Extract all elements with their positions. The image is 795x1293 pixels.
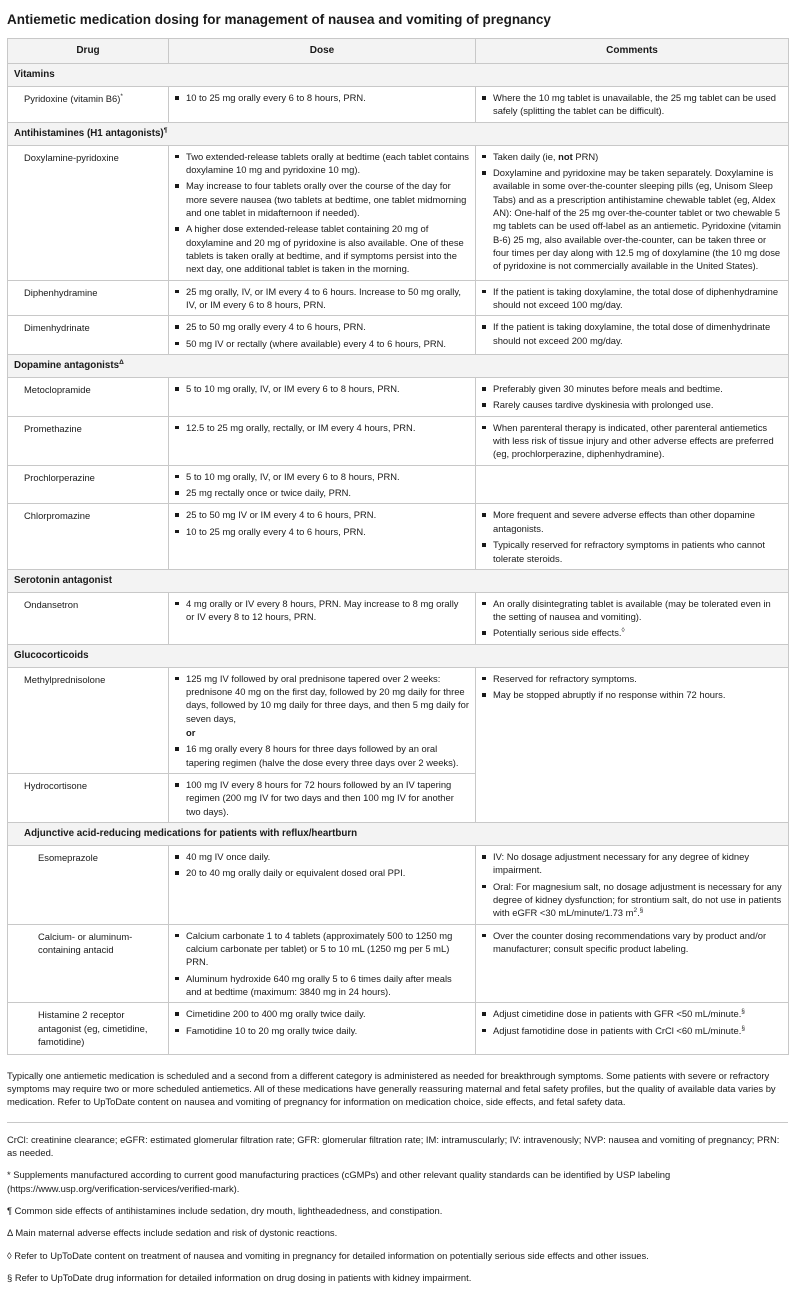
footnote-mark: Δ bbox=[119, 359, 124, 367]
list-item: Preferably given 30 minutes before meals and bedtime. bbox=[480, 382, 782, 395]
table-row bbox=[8, 316, 789, 355]
section-glucocorticoids: Glucocorticoids bbox=[8, 644, 789, 667]
summary-note: Typically one antiemetic medication is scheduled and a second from a different category is administered as needed for breakthrough symptoms. Some patients with severe or refractory symptoms may require two or more scheduled antiemetics. All of these medications have generally reassuring maternal and fetal safety profiles, but the quality of available data varies by medication. Refer to UpToDate content on nausea and vomiting of pregnancy for information on medication choice, side effects, and fetal safety data. bbox=[7, 1069, 776, 1108]
table-row bbox=[8, 924, 789, 1003]
bullet-icon bbox=[175, 475, 179, 479]
comments-cell bbox=[476, 416, 789, 465]
footnote-mark: § bbox=[741, 1008, 745, 1016]
table-header-row bbox=[8, 39, 789, 64]
bullet-icon bbox=[175, 855, 179, 859]
list-item: Rarely causes tardive dyskinesia with prolonged use. bbox=[480, 398, 782, 411]
bullet-icon bbox=[175, 934, 179, 938]
bullet-icon bbox=[175, 1029, 179, 1033]
comments-cell bbox=[476, 316, 789, 355]
bullet-icon bbox=[482, 155, 486, 159]
list-item: Oral: For magnesium salt, no dosage adjustment is necessary for any degree of kidney dysfunction; for strontium salt, do not use in patients with eGFR <30 mL/minute/1.73 $m^2.^\S$ bbox=[480, 880, 782, 920]
bullet-icon bbox=[482, 1029, 486, 1033]
drug-name: Esomeprazole bbox=[8, 846, 169, 925]
bullet-icon bbox=[175, 1012, 179, 1016]
drug-name: Methylprednisolone bbox=[8, 667, 169, 773]
drug-name: Chlorpromazine bbox=[8, 504, 169, 569]
dose-cell bbox=[169, 316, 476, 355]
bullet-icon bbox=[482, 325, 486, 329]
bullet-icon bbox=[482, 631, 486, 635]
section-antihistamines: Antihistamines (H1 antagonists)¶ bbox=[8, 122, 789, 145]
bullet-icon bbox=[482, 855, 486, 859]
table-row bbox=[8, 592, 789, 644]
list-item: When parenteral therapy is indicated, other parenteral antiemetics with less risk of tissue injury and other adverse effects are preferred (eg, prochlorperazine, diphenhydramine). bbox=[480, 421, 782, 461]
list-item: Where the 10 mg tablet is unavailable, the 25 mg tablet can be used safely (splitting the tablet can be difficult). bbox=[480, 91, 782, 118]
dose-cell bbox=[169, 592, 476, 644]
bullet-icon bbox=[175, 747, 179, 751]
list-item: Aluminum hydroxide 640 mg orally 5 to 6 times daily after meals and at bedtime (maximum: 3840 mg in 24 hours). bbox=[173, 972, 469, 999]
dose-cell bbox=[169, 924, 476, 1003]
comments-cell bbox=[476, 145, 789, 280]
comments-cell bbox=[476, 592, 789, 644]
list-item: 25 mg orally, IV, or IM every 4 to 6 hours. Increase to 50 mg orally, IV, or IM every 6 to 8 hours, PRN. bbox=[173, 285, 469, 312]
list-item: A higher dose extended-release tablet containing 20 mg of doxylamine and 20 mg of pyridoxine is also available. One of these tablets is taken orally at bedtime, and if symptoms persist into the next day, one additional tablet is taken in the morning. bbox=[173, 222, 469, 275]
dose-cell bbox=[169, 416, 476, 465]
list-item: 10 to 25 mg orally every 4 to 6 hours, PRN. bbox=[173, 525, 469, 538]
bullet-icon bbox=[482, 885, 486, 889]
list-item: Adjust famotidine dose in patients with CrCl <60 mL/minute.§ bbox=[480, 1024, 782, 1037]
bullet-icon bbox=[175, 290, 179, 294]
list-item: 20 to 40 mg orally daily or equivalent dosed oral PPI. bbox=[173, 866, 469, 879]
list-item: 16 mg orally every 8 hours for three days followed by an oral tapering regimen (halve the dose every three days over 2 weeks). bbox=[173, 742, 469, 769]
bullet-icon bbox=[482, 290, 486, 294]
section-row bbox=[8, 569, 789, 592]
list-item: If the patient is taking doxylamine, the total dose of dimenhydrinate should not exceed 200 mg/day. bbox=[480, 320, 782, 347]
list-item: Doxylamine and pyridoxine may be taken separately. Doxylamine is available in some over-the-counter sleeping pills (eg, Unisom Sleep Tabs) and as a prescription antihistamine chewable tablet (eg, Aldex AN): One-half of the 25 mg over-the-counter tablet or two chewable 5 mg tablets can be used off-label as an antiemetic. Pyridoxine (vitamin B-6) 25 mg, also available over-the-counter, can be taken three or four times per day along with 12.5 mg of doxylamine (the 10 mg dose of pyridoxine is not commercially available in the United States). bbox=[480, 166, 782, 273]
list-item: Calcium carbonate 1 to 4 tablets (approximately 500 to 1250 mg calcium carbonate per tablet) or 5 to 10 mL (1250 mg per 5 mL) PRN. bbox=[173, 929, 469, 969]
footnote-para: ¶ Common side effects of antihistamines include sedation, dry mouth, lightheadedness, and constipation. bbox=[7, 1204, 443, 1216]
footnote-delta: Δ Main maternal adverse effects include sedation and risk of dystonic reactions. bbox=[7, 1227, 338, 1239]
drug-name: Histamine 2 receptor antagonist (eg, cimetidine, famotidine) bbox=[8, 1003, 169, 1054]
footnote-section: § Refer to UpToDate drug information for detailed information on drug dosing in patients with kidney impairment. bbox=[7, 1271, 472, 1283]
table-row bbox=[8, 145, 789, 280]
comments-cell bbox=[476, 465, 789, 504]
list-item: 5 to 10 mg orally, IV, or IM every 6 to 8 hours, PRN. bbox=[173, 470, 469, 483]
bullet-icon bbox=[482, 677, 486, 681]
bullet-icon bbox=[482, 171, 486, 175]
list-item: Famotidine 10 to 20 mg orally twice daily. bbox=[173, 1024, 469, 1037]
list-item: 12.5 to 25 mg orally, rectally, or IM every 4 hours, PRN. bbox=[173, 421, 469, 434]
list-item: 25 mg rectally once or twice daily, PRN. bbox=[173, 486, 469, 499]
list-item: Potentially serious side effects.◊ bbox=[480, 626, 782, 639]
table-row bbox=[8, 504, 789, 569]
comments-cell bbox=[476, 667, 789, 822]
list-item: An orally disintegrating tablet is available (may be tolerated even in the setting of nausea and vomiting). bbox=[480, 597, 782, 624]
list-item: Taken daily (ie, not PRN) bbox=[480, 150, 782, 163]
drug-name: Promethazine bbox=[8, 416, 169, 465]
dose-cell bbox=[169, 504, 476, 569]
section-vitamins: Vitamins bbox=[8, 64, 789, 87]
comments-cell bbox=[476, 1003, 789, 1054]
list-item: Typically reserved for refractory symptoms in patients who cannot tolerate steroids. bbox=[480, 538, 782, 565]
table-row bbox=[8, 87, 789, 123]
drug-name-cell bbox=[8, 87, 169, 123]
section-row bbox=[8, 644, 789, 667]
header-comments: Comments bbox=[476, 39, 789, 64]
bullet-icon bbox=[175, 677, 179, 681]
table-row bbox=[8, 416, 789, 465]
footnote-diamond: ◊ Refer to UpToDate content on treatment of nausea and vomiting in pregnancy for detailed information on potentially serious side effects and other issues. bbox=[7, 1249, 649, 1261]
footnote-mark: § bbox=[639, 907, 644, 915]
dose-cell bbox=[169, 378, 476, 417]
dose-cell bbox=[169, 145, 476, 280]
dose-cell bbox=[169, 774, 476, 823]
bullet-icon bbox=[482, 543, 486, 547]
drug-name: Diphenhydramine bbox=[8, 280, 169, 316]
bullet-icon bbox=[482, 96, 486, 100]
list-item: May be stopped abruptly if no response within 72 hours. bbox=[480, 688, 782, 701]
header-drug: Drug bbox=[8, 39, 169, 64]
dose-cell bbox=[169, 1003, 476, 1054]
list-item: 10 to 25 mg orally every 6 to 8 hours, PRN. bbox=[173, 91, 469, 104]
dose-cell bbox=[169, 846, 476, 925]
comments-cell bbox=[476, 846, 789, 925]
bullet-icon bbox=[482, 693, 486, 697]
drug-name: Doxylamine-pyridoxine bbox=[8, 145, 169, 280]
header-dose: Dose bbox=[169, 39, 476, 64]
page-title: Antiemetic medication dosing for management of nausea and vomiting of pregnancy bbox=[7, 12, 551, 27]
bullet-icon bbox=[482, 934, 486, 938]
list-item: Cimetidine 200 to 400 mg orally twice daily. bbox=[173, 1007, 469, 1020]
list-item: 50 mg IV or rectally (where available) every 4 to 6 hours, PRN. bbox=[173, 337, 469, 350]
dosing-table bbox=[7, 38, 789, 1055]
list-item: More frequent and severe adverse effects than other dopamine antagonists. bbox=[480, 508, 782, 535]
footnote-mark: ◊ bbox=[621, 627, 625, 635]
list-item: Reserved for refractory symptoms. bbox=[480, 672, 782, 685]
table-row bbox=[8, 378, 789, 417]
bullet-icon bbox=[482, 602, 486, 606]
bullet-icon bbox=[175, 325, 179, 329]
drug-name: Metoclopramide bbox=[8, 378, 169, 417]
bullet-icon bbox=[482, 387, 486, 391]
drug-name: Pyridoxine (vitamin B6) bbox=[24, 93, 121, 105]
footnotes bbox=[7, 1069, 788, 1285]
drug-name: Calcium- or aluminum-containing antacid bbox=[8, 924, 169, 1003]
bullet-icon bbox=[175, 387, 179, 391]
list-item: IV: No dosage adjustment necessary for any degree of kidney impairment. bbox=[480, 850, 782, 877]
bullet-icon bbox=[175, 184, 179, 188]
bullet-icon bbox=[175, 513, 179, 517]
comments-cell bbox=[476, 924, 789, 1003]
section-row bbox=[8, 64, 789, 87]
list-item: Over the counter dosing recommendations vary by product and/or manufacturer; consult specific product labeling. bbox=[480, 929, 782, 956]
list-item: May increase to four tablets orally over the course of the day for more severe nausea (two tablets at bedtime, one tablet midmorning and one tablet in midafternoon if needed). bbox=[173, 179, 469, 219]
table-row bbox=[8, 667, 789, 773]
drug-name: Hydrocortisone bbox=[8, 774, 169, 823]
footnote-star: * Supplements manufactured according to current good manufacturing practices (cGMPs) and other relevant quality standards can be identified by USP labeling (https://www.usp.org/verification-services/verified-mark). bbox=[7, 1169, 671, 1194]
list-item: If the patient is taking doxylamine, the total dose of diphenhydramine should not exceed 100 mg/day. bbox=[480, 285, 782, 312]
comments-cell bbox=[476, 504, 789, 569]
dose-cell bbox=[169, 667, 476, 773]
section-row bbox=[8, 355, 789, 378]
list-item: 5 to 10 mg orally, IV, or IM every 6 to 8 hours, PRN. bbox=[173, 382, 469, 395]
list-item: 40 mg IV once daily. bbox=[173, 850, 469, 863]
bullet-icon bbox=[175, 491, 179, 495]
list-item: 100 mg IV every 8 hours for 72 hours followed by an IV tapering regimen (200 mg IV for two days and then 100 mg IV for another two days). bbox=[173, 778, 469, 818]
bullet-icon bbox=[175, 342, 179, 346]
footnote-mark: § bbox=[741, 1024, 745, 1032]
section-row bbox=[8, 122, 789, 145]
bullet-icon bbox=[175, 602, 179, 606]
bullet-icon bbox=[482, 403, 486, 407]
list-item: Two extended-release tablets orally at bedtime (each tablet contains doxylamine 10 mg and pyridoxine 10 mg). bbox=[173, 150, 469, 177]
bullet-icon bbox=[175, 155, 179, 159]
bullet-icon bbox=[175, 227, 179, 231]
dose-cell bbox=[169, 87, 476, 123]
footnote-mark: * bbox=[120, 93, 123, 101]
bullet-icon bbox=[175, 871, 179, 875]
drug-name: Ondansetron bbox=[8, 592, 169, 644]
drug-name: Dimenhydrinate bbox=[8, 316, 169, 355]
bullet-icon bbox=[175, 977, 179, 981]
list-item: Adjust cimetidine dose in patients with GFR <50 mL/minute.§ bbox=[480, 1007, 782, 1020]
bullet-icon bbox=[482, 426, 486, 430]
bullet-icon bbox=[175, 783, 179, 787]
table-row bbox=[8, 1003, 789, 1054]
footnote-mark: ¶ bbox=[163, 126, 168, 134]
table-row bbox=[8, 846, 789, 925]
list-item: 25 to 50 mg orally every 4 to 6 hours, PRN. bbox=[173, 320, 469, 333]
list-item: 25 to 50 mg IV or IM every 4 to 6 hours, PRN. bbox=[173, 508, 469, 521]
table-row bbox=[8, 280, 789, 316]
bullet-icon bbox=[175, 96, 179, 100]
section-adjunctive: Adjunctive acid-reducing medications for patients with reflux/heartburn bbox=[8, 823, 789, 846]
dose-cell bbox=[169, 280, 476, 316]
bullet-icon bbox=[482, 1012, 486, 1016]
list-item: 4 mg orally or IV every 8 hours, PRN. May increase to 8 mg orally or IV every 8 to 12 hours, PRN. bbox=[173, 597, 469, 624]
drug-name: Prochlorperazine bbox=[8, 465, 169, 504]
abbreviations-note: CrCl: creatinine clearance; eGFR: estimated glomerular filtration rate; GFR: glomerular filtration rate; IM: intramuscularly; IV: intravenously; NVP: nausea and vomiting of pregnancy; PRN: as needed. bbox=[7, 1133, 780, 1158]
divider bbox=[7, 1122, 788, 1123]
list-item: 125 mg IV followed by oral prednisone tapered over 2 weeks: prednisone 40 mg on the first day, followed by 20 mg daily for three days, followed by 10 mg daily for three days, and then 5 mg daily for seven days, bbox=[173, 672, 469, 725]
comments-cell bbox=[476, 378, 789, 417]
table-row bbox=[8, 465, 789, 504]
comments-cell bbox=[476, 280, 789, 316]
bullet-icon bbox=[175, 426, 179, 430]
bullet-icon bbox=[482, 513, 486, 517]
comments-cell bbox=[476, 87, 789, 123]
section-dopamine: Dopamine antagonists$^\Delta$ bbox=[8, 355, 789, 378]
section-row bbox=[8, 823, 789, 846]
dose-cell bbox=[169, 465, 476, 504]
bullet-icon bbox=[175, 530, 179, 534]
section-serotonin: Serotonin antagonist bbox=[8, 569, 789, 592]
or-separator: or bbox=[186, 727, 196, 739]
